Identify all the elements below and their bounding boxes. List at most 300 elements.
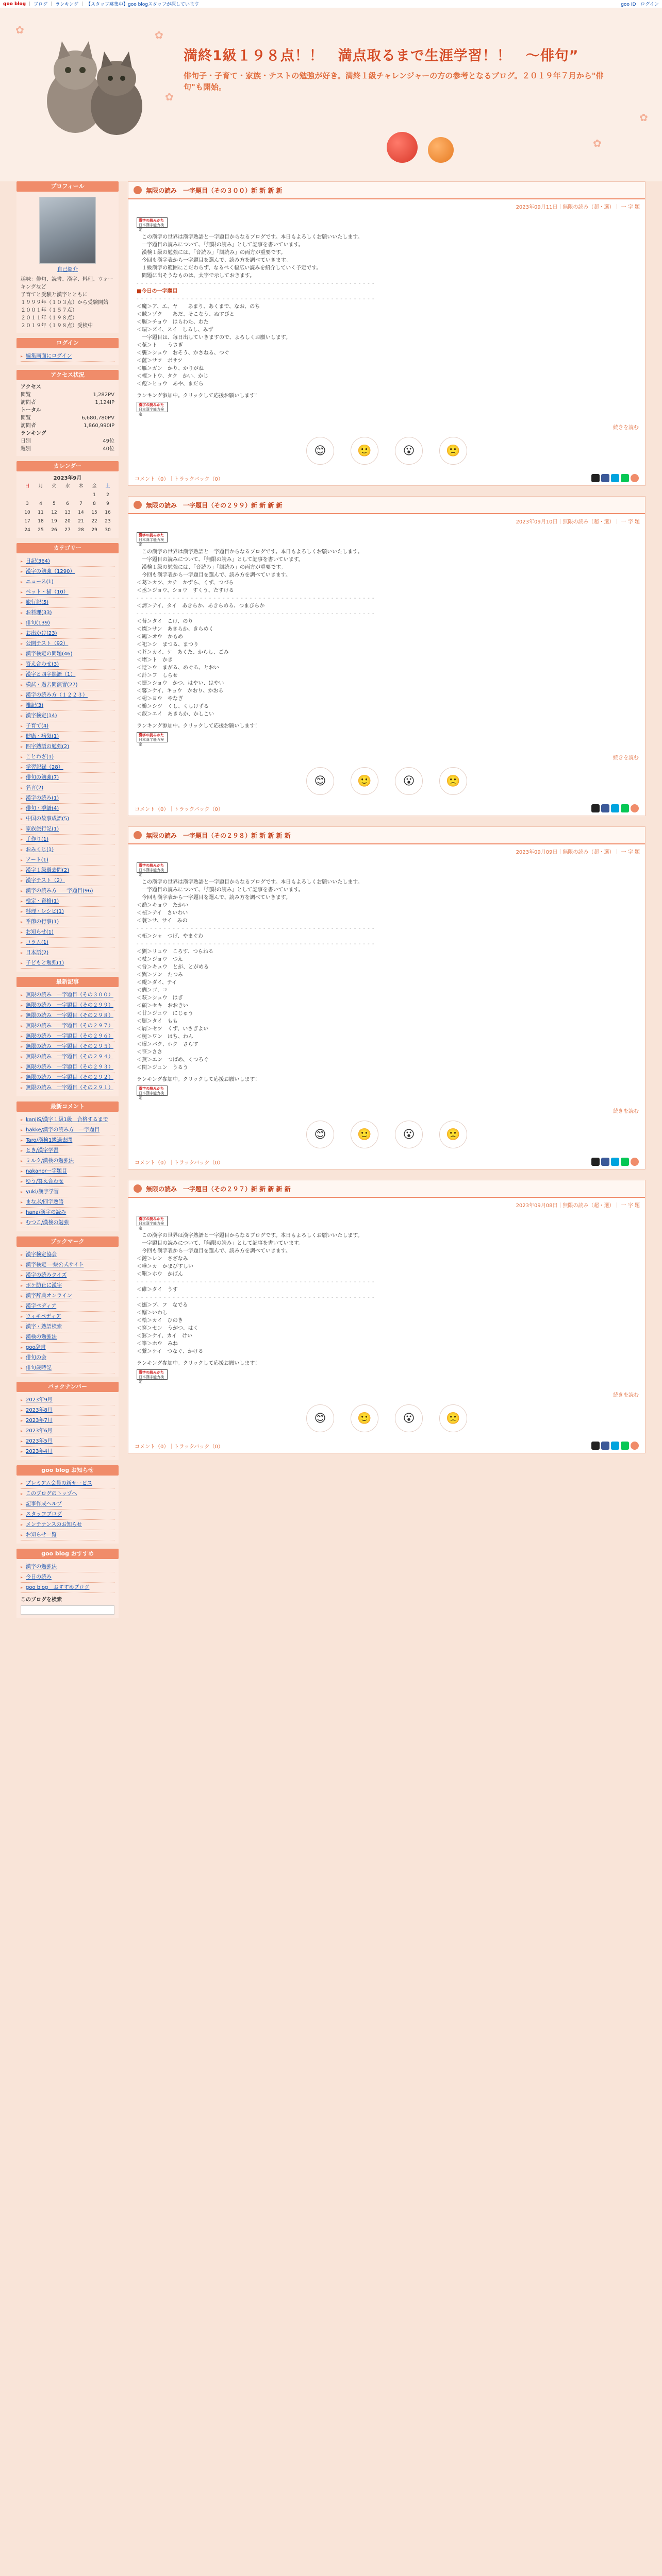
entry-line: ＜彪＞ヒョウ あや、まだら bbox=[137, 381, 204, 387]
category-item[interactable]: ▸ 漢字と四字熟語（1） bbox=[21, 670, 114, 680]
calendar-day[interactable]: 13 bbox=[64, 510, 71, 515]
entry-header bbox=[128, 827, 645, 844]
kanji-badge[interactable] bbox=[137, 402, 168, 416]
category-item[interactable]: ▸ 名言(2) bbox=[21, 783, 114, 793]
top-bar: goo blog | ブログ | ランキング | 【スタッフ募集中】goo blogスタッフが探しています goo ID ログイン bbox=[0, 0, 662, 8]
reaction-row bbox=[128, 431, 645, 471]
badge-sub: 日本漢字能力検定 bbox=[139, 408, 164, 416]
entry-footer-links[interactable]: コメント（0）｜トラックバック（0） bbox=[135, 806, 223, 812]
calendar-day[interactable]: 12 bbox=[51, 510, 57, 515]
category-item[interactable]: ▸ 漢字の勉強（1290） bbox=[21, 567, 114, 577]
calendar-day[interactable]: 21 bbox=[78, 519, 84, 524]
reaction-button[interactable]: 😮 bbox=[395, 1121, 423, 1148]
category-item[interactable]: ▸ 日本語(2) bbox=[21, 948, 114, 958]
category-item[interactable]: ▸ 健康・病気(1) bbox=[21, 732, 114, 742]
backnumber-item[interactable]: ▸ 2023年5月 bbox=[21, 1436, 114, 1447]
entry-body bbox=[128, 213, 645, 423]
reaction-button[interactable]: 🙁 bbox=[439, 1404, 467, 1432]
access-key: 訪問者 bbox=[21, 423, 36, 429]
kanji-badge[interactable] bbox=[137, 217, 168, 232]
recommend-heading: goo blog おすすめ bbox=[16, 1549, 119, 1559]
entry-title[interactable]: 無限の読み 一字題目（その２９９）新 新 新 新 bbox=[146, 501, 283, 509]
share-x-icon[interactable] bbox=[591, 1158, 600, 1166]
comment-item[interactable]: ▸ ゆう/答え合わせ bbox=[21, 1177, 114, 1187]
category-item[interactable]: ▸ 旅行記(5) bbox=[21, 598, 114, 608]
reaction-button[interactable]: 😮 bbox=[395, 767, 423, 795]
entry-line: 一字題目の読みについて、「無限の読み」として記事を書いています。 bbox=[137, 242, 304, 248]
calendar-day[interactable]: 1 bbox=[93, 493, 96, 498]
goo-item[interactable]: ▸ このブログのトップへ bbox=[21, 1489, 114, 1499]
calendar-day[interactable]: 25 bbox=[38, 528, 44, 533]
recent-item[interactable]: ▸ 無限の読み 一字題目（その２９８） bbox=[21, 1011, 114, 1021]
entry-line: この漢字の世界は漢字熟語と一字題目からなるブログです。本日もよろしくお願いいたします。 bbox=[137, 234, 363, 240]
comment-item[interactable]: ▸ むつこ/漢検の勉強 bbox=[21, 1218, 114, 1228]
entry-footer-links[interactable]: コメント（0）｜トラックバック（0） bbox=[135, 1444, 223, 1450]
comment-item[interactable]: ▸ nakano/一字題目 bbox=[21, 1166, 114, 1177]
comment-item[interactable]: ▸ yuki/漢字学習 bbox=[21, 1187, 114, 1197]
recent-item[interactable]: ▸ 無限の読み 一字題目（その２９１） bbox=[21, 1083, 114, 1093]
calendar-weekday: 火 bbox=[52, 484, 57, 489]
comment-item[interactable]: ▸ Taro/漢検1級過去問 bbox=[21, 1136, 114, 1146]
entry-line: ＜楊＞ヨウ やなぎ bbox=[137, 696, 183, 702]
entry-line: ＜燕＞エン つばめ、くつろぐ bbox=[137, 1057, 209, 1063]
profile-line: ２０１１年（１９８点） bbox=[21, 315, 77, 321]
calendar-weekday: 土 bbox=[105, 484, 110, 489]
backnumber-item[interactable]: ▸ 2023年7月 bbox=[21, 1416, 114, 1426]
entry-footer bbox=[128, 1155, 645, 1169]
entry-title[interactable]: 無限の読み 一字題目（その２９７）新 新 新 新 新 bbox=[146, 1185, 291, 1193]
goo-item[interactable]: ▸ スタッフブログ bbox=[21, 1510, 114, 1520]
bookmark-item[interactable]: ▸ goo辞書 bbox=[21, 1343, 114, 1353]
goo-item[interactable]: ▸ お知らせ一覧 bbox=[21, 1530, 114, 1540]
recent-item[interactable]: ▸ 無限の読み 一字題目（その２９５） bbox=[21, 1042, 114, 1052]
category-item[interactable]: ▸ 検定・資格(1) bbox=[21, 896, 114, 907]
entry-line: 一字題目の読みについて、「無限の読み」として記事を書いています。 bbox=[137, 557, 304, 563]
entry-line: ＜屑＞セツ くず、いさぎよい bbox=[137, 1026, 209, 1032]
calendar-day[interactable]: 20 bbox=[64, 519, 71, 524]
category-item[interactable]: ▸ 子どもと勉強(1) bbox=[21, 958, 114, 969]
entry-line: ＜蓑＞サ、サイ みの bbox=[137, 918, 188, 924]
backnumber-item[interactable]: ▸ 2023年4月 bbox=[21, 1447, 114, 1457]
comment-item[interactable]: ▸ まなぶ/四字熟語 bbox=[21, 1197, 114, 1208]
bookmark-item[interactable]: ▸ ボケ防止に漢字 bbox=[21, 1281, 114, 1291]
reaction-button[interactable]: 😮 bbox=[395, 437, 423, 465]
categories-heading: カテゴリー bbox=[16, 543, 119, 553]
entry-line: 今回も漢字表から一字題目を選んで、読み方を調べていきます。 bbox=[137, 572, 291, 578]
search-label: このブログを検索 bbox=[21, 1597, 62, 1603]
category-item[interactable]: ▸ ニュース(1) bbox=[21, 577, 114, 587]
calendar-day[interactable]: 10 bbox=[24, 510, 30, 515]
calendar-day[interactable]: 17 bbox=[24, 519, 30, 524]
read-more-link[interactable]: 続きを読む bbox=[613, 1393, 639, 1398]
calendar-day[interactable]: 28 bbox=[78, 528, 84, 533]
access-key: 閲覧 bbox=[21, 392, 31, 398]
calendar-day[interactable]: 15 bbox=[91, 510, 97, 515]
comment-item[interactable]: ▸ hakke/漢字の読み方 一字題目 bbox=[21, 1125, 114, 1136]
calendar-day[interactable]: 7 bbox=[79, 501, 82, 506]
calendar-weekday: 金 bbox=[92, 484, 97, 489]
reaction-button[interactable]: 😊 bbox=[306, 767, 334, 795]
share-line-icon[interactable] bbox=[621, 804, 629, 812]
category-item[interactable]: ▸ 俳句の勉強(7) bbox=[21, 773, 114, 783]
badge-sub: 日本漢字能力検定 bbox=[139, 223, 164, 232]
entry-line: ＜苔＞タイ こけ、のり bbox=[137, 619, 193, 624]
entry-footer bbox=[128, 801, 645, 816]
bookmark-item[interactable]: ▸ 漢検の勉強法 bbox=[21, 1332, 114, 1343]
reaction-button[interactable]: 🙂 bbox=[351, 767, 378, 795]
entry-line: ＜杖＞ジョウ つえ bbox=[137, 957, 183, 962]
calendar-day[interactable]: 27 bbox=[64, 528, 71, 533]
bookmark-item[interactable]: ▸ 俳句の会 bbox=[21, 1353, 114, 1363]
entry-line: この漢字の世界は漢字熟語と一字題目からなるブログです。本日もよろしくお願いいたします。 bbox=[137, 1233, 363, 1239]
access-key: 訪問者 bbox=[21, 400, 36, 405]
calendar-day[interactable]: 14 bbox=[78, 510, 84, 515]
category-item[interactable]: ▸ 子育て(4) bbox=[21, 721, 114, 732]
goo-list bbox=[21, 1479, 114, 1540]
category-item[interactable]: ▸ ペット・猫（10） bbox=[21, 587, 114, 598]
calendar-day[interactable]: 8 bbox=[93, 501, 96, 506]
recent-item[interactable]: ▸ 無限の読み 一字題目（その２９７） bbox=[21, 1021, 114, 1031]
reaction-button[interactable]: 🙂 bbox=[351, 437, 378, 465]
entry-bullet-icon bbox=[134, 501, 142, 509]
badge-sub: 日本漢字能力検定 bbox=[139, 1222, 164, 1230]
badge-sub: 日本漢字能力検定 bbox=[139, 1091, 164, 1100]
cat-icon bbox=[631, 474, 639, 482]
calendar-day[interactable]: 9 bbox=[106, 501, 109, 506]
category-item[interactable]: ▸ お出かけ(23) bbox=[21, 629, 114, 639]
reaction-button[interactable]: 😊 bbox=[306, 1404, 334, 1432]
entry-header bbox=[128, 182, 645, 199]
entry-line: ＜碩＞セキ おおきい bbox=[137, 1003, 188, 1009]
category-item[interactable]: ▸ 中国の故事成語(5) bbox=[21, 814, 114, 824]
backnumber-item[interactable]: ▸ 2023年8月 bbox=[21, 1405, 114, 1416]
backnumber-list bbox=[21, 1395, 114, 1457]
kanji-badge[interactable] bbox=[137, 732, 168, 747]
blog-entry bbox=[128, 826, 646, 1170]
comment-item[interactable]: ▸ hana/漢字の読み bbox=[21, 1208, 114, 1218]
calendar-day[interactable]: 24 bbox=[24, 528, 30, 533]
bookmark-item[interactable]: ▸ ウィキペディア bbox=[21, 1312, 114, 1322]
recent-heading: 最新記事 bbox=[16, 977, 119, 987]
cat-icon bbox=[631, 1158, 639, 1166]
top-link-ranking[interactable]: ランキング bbox=[55, 2, 78, 7]
entry-bullet-icon bbox=[134, 831, 142, 839]
entry-line: ＜繋＞ケイ つなぐ、かける bbox=[137, 1349, 204, 1354]
reaction-button[interactable]: 😊 bbox=[306, 1121, 334, 1148]
bookmark-item[interactable]: ▸ 漢字辞典オンライン bbox=[21, 1291, 114, 1301]
bookmark-item[interactable]: ▸ 俳句歳時記 bbox=[21, 1363, 114, 1374]
category-list bbox=[21, 556, 114, 969]
badge-label: 漢字の読みかた bbox=[139, 218, 164, 223]
share-buttons bbox=[591, 1158, 639, 1166]
entry-line: ＜捷＞ショウ かつ、はやい、はやい bbox=[137, 681, 224, 686]
badge-label: 漢字の読みかた bbox=[139, 1087, 164, 1091]
calendar-day[interactable]: 29 bbox=[91, 528, 97, 533]
entry-line: ＜祀＞シ まつる、まつり bbox=[137, 642, 198, 648]
category-item[interactable]: ▸ 季節の行事(1) bbox=[21, 917, 114, 927]
category-item[interactable]: ▸ ことわざ(1) bbox=[21, 752, 114, 762]
comment-item[interactable]: ▸ ミルク/漢検の勉強法 bbox=[21, 1156, 114, 1166]
calendar-day[interactable]: 19 bbox=[51, 519, 57, 524]
recent-item[interactable]: ▸ 無限の読み 一字題目（その３００） bbox=[21, 990, 114, 1001]
category-item[interactable]: ▸ コラム(1) bbox=[21, 938, 114, 948]
share-line-icon[interactable] bbox=[621, 1158, 629, 1166]
category-item[interactable]: ▸ 漢字テスト（2） bbox=[21, 876, 114, 886]
backnumber-heading: バックナンバー bbox=[16, 1382, 119, 1392]
category-item[interactable]: ▸ 四字熟語の勉強(2) bbox=[21, 742, 114, 752]
category-item[interactable]: ▸ アート(1) bbox=[21, 855, 114, 866]
calendar-day[interactable]: 26 bbox=[51, 528, 57, 533]
blog-entry bbox=[128, 1180, 646, 1453]
category-item[interactable]: ▸ 手作り(1) bbox=[21, 835, 114, 845]
badge-label: 漢字の読みかた bbox=[139, 403, 164, 407]
top-link-staff[interactable]: 【スタッフ募集中】goo blogスタッフが探しています bbox=[86, 2, 200, 7]
access-heading: アクセス状況 bbox=[16, 370, 119, 380]
recent-item[interactable]: ▸ 無限の読み 一字題目（その２９９） bbox=[21, 1001, 114, 1011]
entry-line: ＜叡＞エイ あきらか、かしこい bbox=[137, 711, 214, 717]
entry-title[interactable]: 無限の読み 一字題目（その２９８）新 新 新 新 新 bbox=[146, 832, 291, 839]
category-item[interactable]: ▸ 答え合わせ(3) bbox=[21, 659, 114, 670]
category-item[interactable]: ▸ 漢字１級過去問(2) bbox=[21, 866, 114, 876]
category-item[interactable]: ▸ 漢字の読み方 一字題目(96) bbox=[21, 886, 114, 896]
category-item[interactable]: ▸ 漢字の読み方（１２２３） bbox=[21, 690, 114, 701]
divider: - - - - - - - - - - - - - - - - - - - - - - - - - - - - - - - - - - - - - - - - - - - - - - - - - - - - - bbox=[137, 281, 375, 286]
entry-line: ＜迂＞ウ まがる、めぐる、とおい bbox=[137, 665, 219, 671]
bookmark-item[interactable]: ▸ 漢字・熟語検索 bbox=[21, 1322, 114, 1332]
reaction-button[interactable]: 🙂 bbox=[351, 1404, 378, 1432]
recommend-item[interactable]: ▸ goo blog おすすめブログ bbox=[21, 1583, 114, 1593]
entry-line: ＜閏＞ジュン うるう bbox=[137, 1065, 188, 1071]
entry-bullet-icon bbox=[134, 186, 142, 194]
category-item[interactable]: ▸ 俳句・季語(4) bbox=[21, 804, 114, 814]
calendar-day[interactable]: 16 bbox=[105, 510, 111, 515]
share-facebook-icon[interactable] bbox=[601, 804, 609, 812]
login-link[interactable]: ▸ 編集画面にログイン bbox=[21, 351, 114, 362]
calendar-day[interactable]: 18 bbox=[38, 519, 44, 524]
entry-line: ＜鷗＞オウ かもめ bbox=[137, 634, 183, 640]
recommend-item[interactable]: ▸ 漢字の勉強法 bbox=[21, 1562, 114, 1572]
kanji-badge[interactable] bbox=[137, 532, 168, 547]
entry-line: ＜襲＞シュウ おそう、かさねる、つぐ bbox=[137, 350, 229, 356]
category-item[interactable]: ▸ 漢字検定(14) bbox=[21, 711, 114, 721]
entry-date: 2023年09月09日｜無限の読み（超・選）｜ 一 字 題 bbox=[516, 850, 640, 855]
profile-link[interactable]: 自己紹介 bbox=[57, 267, 78, 273]
category-item[interactable]: ▸ 公開テスト（92） bbox=[21, 639, 114, 649]
category-item[interactable]: ▸ 学習記録（28） bbox=[21, 762, 114, 773]
reaction-button[interactable]: 🙁 bbox=[439, 767, 467, 795]
access-title: アクセス bbox=[21, 384, 41, 390]
category-item[interactable]: ▸ 料理・レシピ(1) bbox=[21, 907, 114, 917]
recent-box bbox=[16, 977, 119, 1096]
entry-line: 一字題目の読みについて、「無限の読み」として記事を書いています。 bbox=[137, 887, 304, 893]
share-x-icon[interactable] bbox=[591, 1442, 600, 1450]
access-value: 6,680,780PV bbox=[81, 415, 114, 421]
reaction-button[interactable]: 🙂 bbox=[351, 1121, 378, 1148]
bookmark-item[interactable]: ▸ 漢字検定 一級公式サイト bbox=[21, 1260, 114, 1270]
category-item[interactable]: ▸ 漢字の読み(1) bbox=[21, 793, 114, 804]
read-more-link[interactable]: 続きを読む bbox=[613, 755, 639, 761]
read-more-link[interactable]: 続きを読む bbox=[613, 425, 639, 431]
access-key: 閲覧 bbox=[21, 415, 31, 421]
share-line-icon[interactable] bbox=[621, 474, 629, 482]
entry-line: ＜魔＞ア、エ、ヤ あまり、あくまで、なお、のち bbox=[137, 304, 260, 310]
kittens-image bbox=[39, 29, 147, 137]
category-item[interactable]: ▸ 日記(364) bbox=[21, 556, 114, 567]
entry-line: ＜葛＞カツ、カチ かずら、くず、つづら bbox=[137, 580, 234, 586]
bookmark-item[interactable]: ▸ 漢字の読みクイズ bbox=[21, 1270, 114, 1281]
calendar-day[interactable]: 23 bbox=[105, 519, 111, 524]
kanji-badge[interactable] bbox=[137, 1369, 168, 1384]
entry-footer-links[interactable]: コメント（0）｜トラックバック（0） bbox=[135, 1160, 223, 1166]
top-link-goo[interactable]: goo blog bbox=[3, 1, 26, 7]
reaction-row bbox=[128, 1398, 645, 1438]
comment-item[interactable]: ▸ とき/漢字学習 bbox=[21, 1146, 114, 1156]
entry-line: ＜諦＞テイ、タイ あきらか、あきらめる、つまびらか bbox=[137, 603, 265, 609]
paw-icon: ✿ bbox=[593, 137, 602, 149]
share-facebook-icon[interactable] bbox=[601, 1158, 609, 1166]
bookmark-item[interactable]: ▸ 漢字検定協会 bbox=[21, 1250, 114, 1260]
recent-item[interactable]: ▸ 無限の読み 一字題目（その２９３） bbox=[21, 1062, 114, 1073]
goo-item[interactable]: ▸ プレミアム会員の新サービス bbox=[21, 1479, 114, 1489]
calendar-day bbox=[21, 491, 34, 500]
entry-line: ＜穿＞セン うがつ、はく bbox=[137, 1326, 198, 1331]
goo-item[interactable]: ▸ 記事作成ヘルプ bbox=[21, 1499, 114, 1510]
category-item[interactable]: ▸ 家族旅行記(1) bbox=[21, 824, 114, 835]
entry-line: 一字題目は、毎日出していきますので、よろしくお願いします。 bbox=[137, 335, 291, 341]
paw-icon: ✿ bbox=[15, 24, 24, 36]
badge-label: 漢字の読みかた bbox=[139, 1217, 164, 1221]
comments-box bbox=[16, 1101, 119, 1231]
entry-line: ＜笹＞ささ bbox=[137, 1049, 162, 1055]
share-hatena-icon[interactable] bbox=[611, 1442, 619, 1450]
share-hatena-icon[interactable] bbox=[611, 474, 619, 482]
goo-item[interactable]: ▸ メンテナンスのお知らせ bbox=[21, 1520, 114, 1530]
avatar bbox=[39, 197, 96, 264]
share-x-icon[interactable] bbox=[591, 474, 600, 482]
entry-line: ＜喬＞キョウ たかい bbox=[137, 903, 188, 908]
backnumber-item[interactable]: ▸ 2023年9月 bbox=[21, 1395, 114, 1405]
bookmark-item[interactable]: ▸ 漢字ペディア bbox=[21, 1301, 114, 1312]
calendar-weekday: 日 bbox=[25, 484, 30, 489]
recommend-item[interactable]: ▸ 今日の読み bbox=[21, 1572, 114, 1583]
reaction-button[interactable]: 😊 bbox=[306, 437, 334, 465]
divider: - - - - - - - - - - - - - - - - - - - - - - - - - - - - - - - - - - - - - - - - - - - - - - - - - - - - - bbox=[137, 596, 375, 601]
entry-line: ＜鰯＞いわし bbox=[137, 1310, 168, 1316]
category-item[interactable]: ▸ 模試・過去問演習(27) bbox=[21, 680, 114, 690]
kanji-badge[interactable] bbox=[137, 862, 168, 877]
badge-label: 漢字の読みかた bbox=[139, 533, 164, 537]
badge-label: 漢字の読みかた bbox=[139, 1370, 164, 1375]
entry-body bbox=[128, 1212, 645, 1391]
categories-box bbox=[16, 543, 119, 972]
calendar-day[interactable]: 30 bbox=[105, 528, 111, 533]
entry-line: ＜腿＞タイ もも bbox=[137, 1019, 178, 1024]
calendar-table bbox=[21, 482, 114, 535]
entry-line: 一字題目の読みについて、「無限の読み」として記事を書いています。 bbox=[137, 1241, 304, 1246]
share-line-icon[interactable] bbox=[621, 1442, 629, 1450]
calendar-day bbox=[34, 491, 47, 500]
yarn-ball-red-icon bbox=[387, 132, 418, 163]
share-facebook-icon[interactable] bbox=[601, 1442, 609, 1450]
reaction-button[interactable]: 🙁 bbox=[439, 1121, 467, 1148]
calendar-weekday: 水 bbox=[65, 484, 70, 489]
login-box bbox=[16, 338, 119, 365]
share-buttons bbox=[591, 804, 639, 812]
divider: - - - - - - - - - - - - - - - - - - - - - - - - - - - - - - - - - - - - - - - - - - - - - - - - - - - - - bbox=[137, 926, 375, 931]
calendar-day[interactable]: 4 bbox=[39, 501, 42, 506]
comments-heading: 最新コメント bbox=[16, 1101, 119, 1112]
entry-line: ＜萩＞シュウ はぎ bbox=[137, 995, 183, 1001]
profile-line: ２０１９年（１９８点）受検中 bbox=[21, 323, 93, 329]
recent-item[interactable]: ▸ 無限の読み 一字題目（その２９４） bbox=[21, 1052, 114, 1062]
comment-list bbox=[21, 1115, 114, 1228]
access-value: 1,282PV bbox=[93, 392, 114, 398]
entry-line: ＜腸＞チョウ はらわた、わた bbox=[137, 319, 209, 325]
access-total-title: トータル bbox=[21, 408, 41, 413]
entry-line: １級漢字の範囲にこだわらず、なるべく幅広い読みを紹介していく予定です。 bbox=[137, 265, 322, 271]
entry-footer-links[interactable]: コメント（0）｜トラックバック（0） bbox=[135, 476, 223, 482]
calendar-day[interactable]: 6 bbox=[66, 501, 69, 506]
bookmark-box bbox=[16, 1236, 119, 1377]
calendar-day[interactable]: 2 bbox=[106, 493, 109, 498]
calendar-day bbox=[74, 491, 88, 500]
entry-bullet-icon bbox=[134, 1184, 142, 1193]
badge-sub: 日本漢字能力検定 bbox=[139, 738, 164, 747]
category-item[interactable]: ▸ 漢字検定の問題(46) bbox=[21, 649, 114, 659]
comment-item[interactable]: ▸ kanjiS/漢字１級1級 合格するまで bbox=[21, 1115, 114, 1125]
reaction-button[interactable]: 😮 bbox=[395, 1404, 423, 1432]
share-hatena-icon[interactable] bbox=[611, 804, 619, 812]
recent-item[interactable]: ▸ 無限の読み 一字題目（その２９２） bbox=[21, 1073, 114, 1083]
category-item[interactable]: ▸ 雑記(3) bbox=[21, 701, 114, 711]
read-more-link[interactable]: 続きを読む bbox=[613, 1109, 639, 1114]
share-x-icon[interactable] bbox=[591, 804, 600, 812]
entry-line: ＜罫＞ケイ、カイ けい bbox=[137, 1333, 193, 1339]
kanji-badge[interactable] bbox=[137, 1216, 168, 1230]
category-item[interactable]: ▸ お料理(33) bbox=[21, 608, 114, 618]
recent-item[interactable]: ▸ 無限の読み 一字題目（その２９６） bbox=[21, 1031, 114, 1042]
backnumber-item[interactable]: ▸ 2023年6月 bbox=[21, 1426, 114, 1436]
share-hatena-icon[interactable] bbox=[611, 1158, 619, 1166]
calendar-day[interactable]: 3 bbox=[26, 501, 29, 506]
calendar-day[interactable]: 22 bbox=[91, 519, 97, 524]
calendar-day[interactable]: 11 bbox=[38, 510, 44, 515]
entry-date: 2023年09月10日｜無限の読み（超・選）｜ 一 字 題 bbox=[516, 519, 640, 525]
share-facebook-icon[interactable] bbox=[601, 474, 609, 482]
category-item[interactable]: ▸ お知らせ(1) bbox=[21, 927, 114, 938]
calendar-day[interactable]: 5 bbox=[53, 501, 56, 506]
profile-box bbox=[16, 181, 119, 333]
kanji-badge[interactable] bbox=[137, 1086, 168, 1100]
top-login-link[interactable]: goo ID ログイン bbox=[621, 2, 659, 7]
top-link-blog[interactable]: ブログ bbox=[34, 2, 48, 7]
ranking-value: 40位 bbox=[103, 446, 114, 452]
entry-line: ＜禎＞テイ さいわい bbox=[137, 910, 188, 916]
paw-icon: ✿ bbox=[165, 91, 174, 103]
reaction-button[interactable]: 🙁 bbox=[439, 437, 467, 465]
profile-heading: プロフィール bbox=[16, 181, 119, 192]
category-item[interactable]: ▸ おみくじ(1) bbox=[21, 845, 114, 855]
entry-title[interactable]: 無限の読み 一字題目（その３００）新 新 新 新 bbox=[146, 187, 283, 194]
search-input[interactable] bbox=[21, 1605, 114, 1615]
entry-line: ＜醐＞ゴ、コ bbox=[137, 988, 168, 993]
entry-line: ＜醍＞ダイ、テイ bbox=[137, 980, 177, 986]
blog-title[interactable]: 満終1級１９８点！！ 満点取るまで生涯学習！！ ～俳句” bbox=[184, 48, 579, 64]
entry-line: この漢字の世界は漢字熟語と一字題目からなるブログです。本日もよろしくお願いいたします。 bbox=[137, 549, 363, 555]
category-item[interactable]: ▸ 俳句(139) bbox=[21, 618, 114, 629]
calendar-month: 2023年9月 bbox=[53, 476, 82, 481]
ranking-label: ランキング参加中。クリックして応援お願いします！ bbox=[137, 393, 260, 399]
